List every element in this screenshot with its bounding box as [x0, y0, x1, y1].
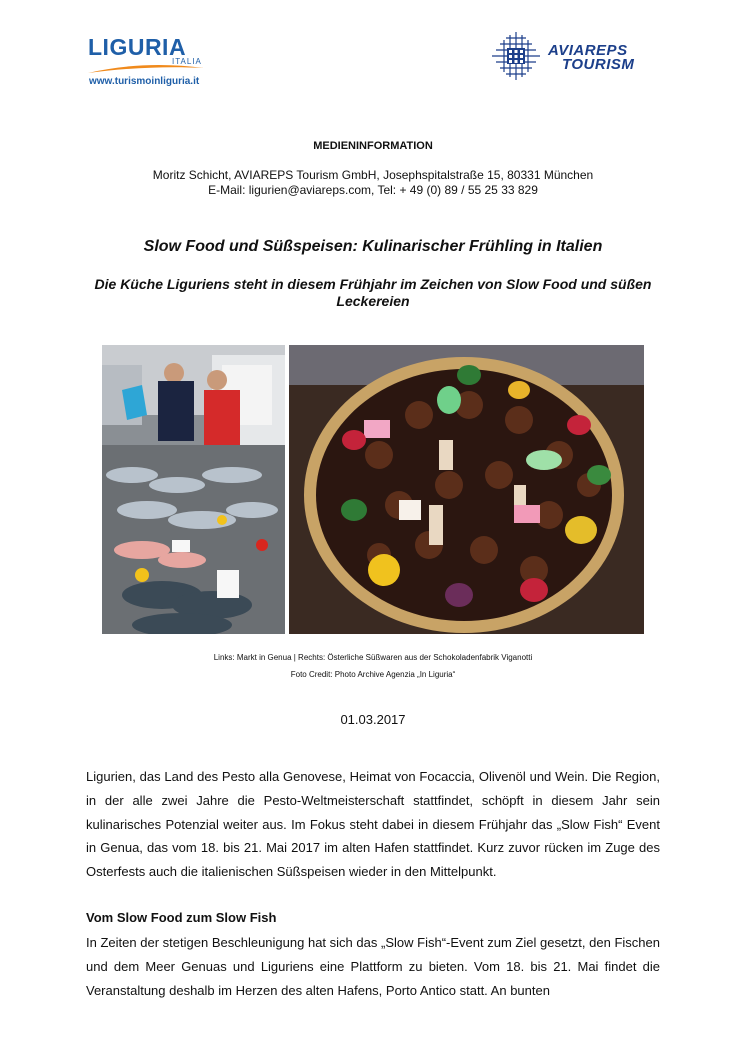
- page-title: Slow Food und Süßspeisen: Kulinarischer Frühling in Italien: [143, 238, 603, 255]
- chocolate-basket-photo: [289, 345, 644, 634]
- liguria-logo-sub: ITALIA: [172, 57, 202, 66]
- section-heading: Vom Slow Food zum Slow Fish: [86, 910, 277, 925]
- photo-caption: Links: Markt in Genua | Rechts: Österliche Süßwaren aus der Schokoladenfabrik Viganotti: [213, 653, 533, 662]
- document-type-label: MEDIENINFORMATION: [313, 140, 433, 152]
- document-date: 01.03.2017: [340, 712, 406, 727]
- section-paragraph: In Zeiten der stetigen Beschleunigung hat sich das „Slow Fish“-Event zum Ziel gesetzt, den Fischen und dem Meer Genuas und Liguriens eine Plattform zu bieten. Vom 18. bis 21. Mai findet die Veranstaltung deshalb im Herzen des alten Hafens, Porto Antico statt. An bunten: [86, 935, 660, 998]
- photo-credit: Foto Credit: Photo Archive Agenzia „In Liguria“: [290, 670, 456, 679]
- aviareps-logo-line1: AVIAREPS: [548, 42, 628, 59]
- intro-paragraph: Ligurien, das Land des Pesto alla Genovese, Heimat von Focaccia, Olivenöl und Wein. Die Region, in der alle zwei Jahre die Pesto-Weltmeisterschaft stattfindet, schöpft in diesem Jahr sein kulinarisches Potenzial weiter aus. Im Fokus steht dabei in diesem Frühjahr das „Slow Fish“ Event in Genua, das vom 18. bis 21. Mai 2017 im alten Hafen stattfindet. Kurz zuvor rücken im Zuge des Osterfests auch die italienischen Süßspeisen wieder in den Mittelpunkt.: [86, 769, 660, 880]
- contact-line-2: E-Mail: ligurien@aviareps.com, Tel: + 49 (0) 89 / 55 25 33 829: [208, 183, 538, 197]
- liguria-logo-url: www.turismoinliguria.it: [89, 76, 200, 87]
- aviareps-logo-line2: TOURISM: [562, 56, 635, 73]
- page-subtitle: Die Küche Liguriens steht in diesem Frühjahr im Zeichen von Slow Food und süßen Leckereien: [94, 276, 652, 309]
- contact-line-1: Moritz Schicht, AVIAREPS Tourism GmbH, Josephspitalstraße 15, 80331 München: [152, 168, 594, 182]
- liguria-logo-name: LIGURIA: [88, 34, 187, 60]
- aviareps-logo-icon: [488, 30, 544, 82]
- liguria-swoosh-icon: [86, 62, 206, 76]
- fish-market-photo: [102, 345, 285, 634]
